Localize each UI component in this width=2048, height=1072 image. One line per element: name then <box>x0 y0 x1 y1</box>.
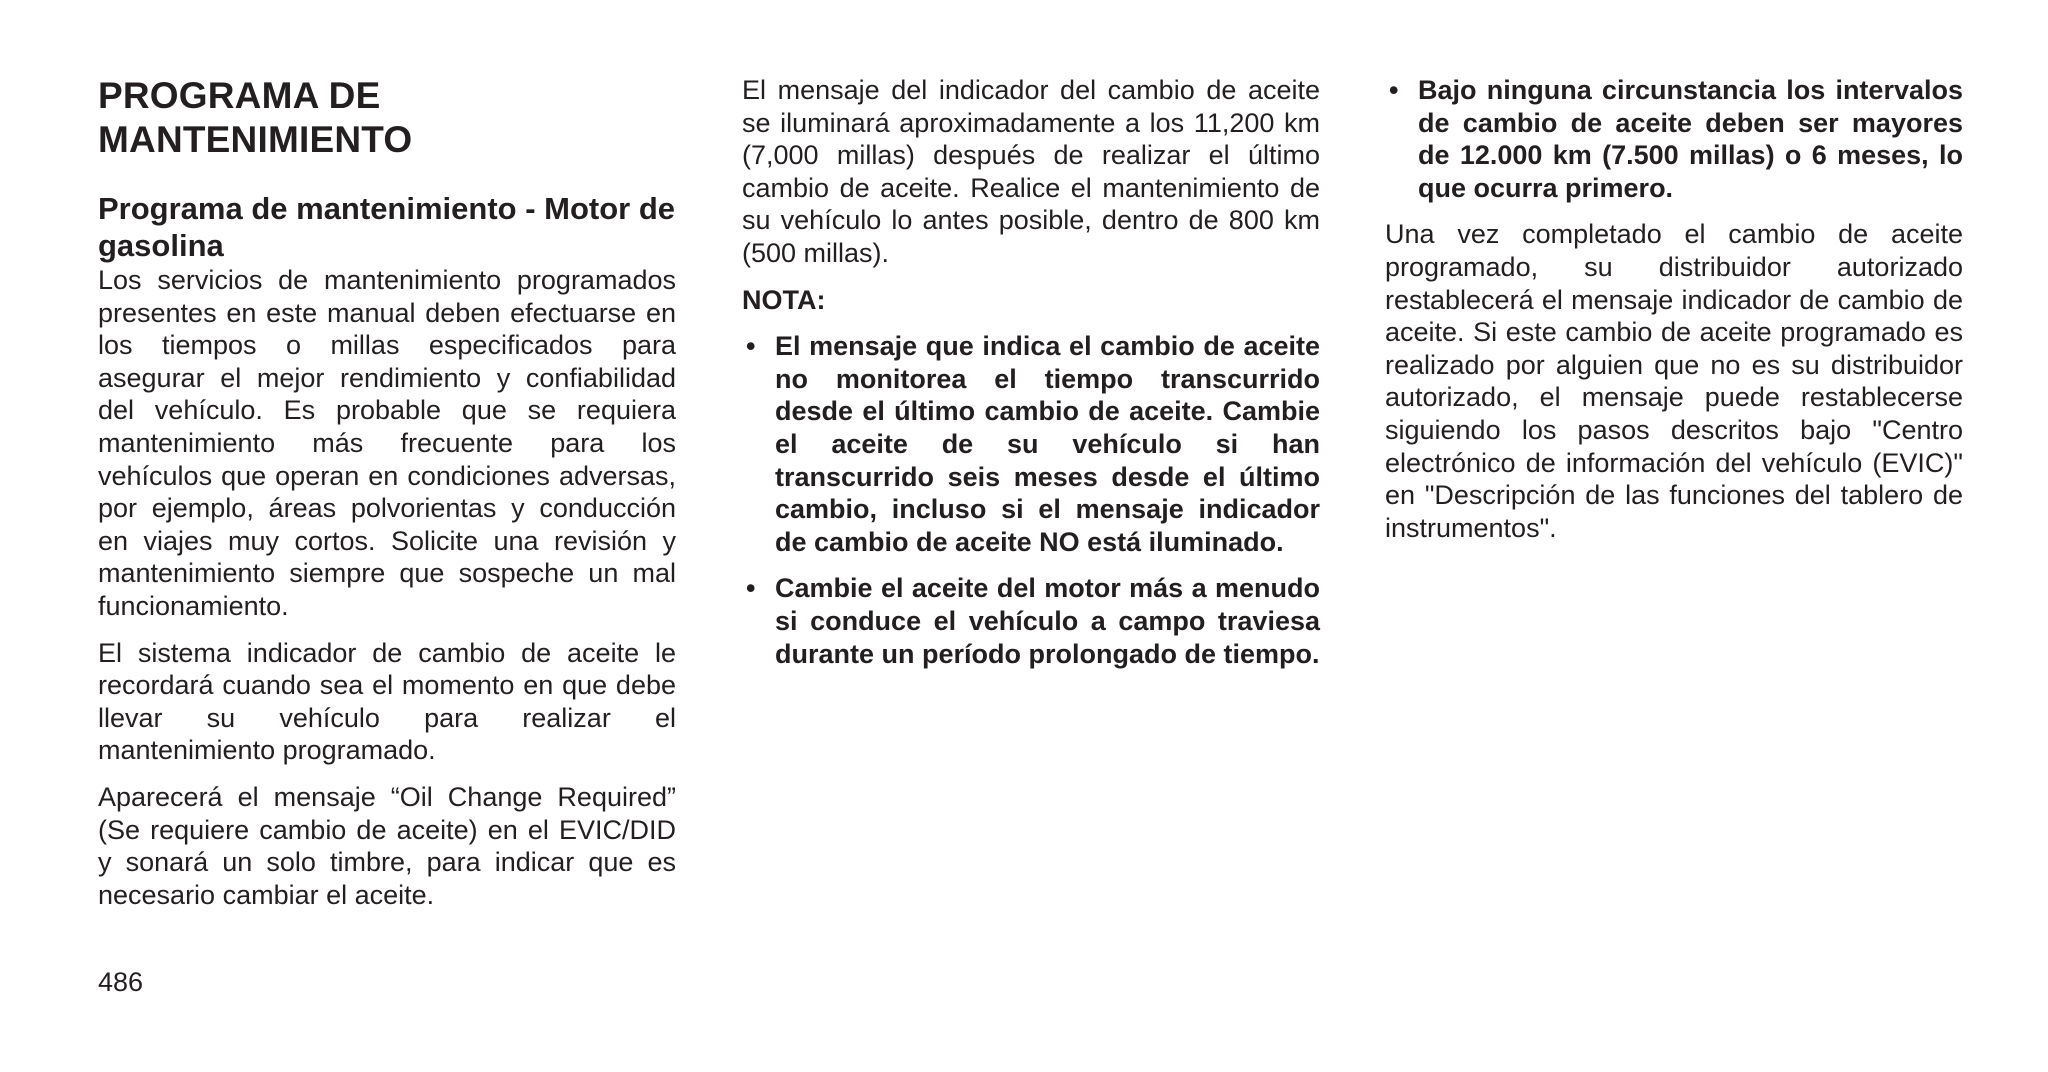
note-bullet-list <box>742 330 1320 670</box>
list-item-text: El mensaje que indica el cambio de aceite no monitorea el tiempo transcurrido desde el último cambio de aceite. Cambie el aceite de su vehículo si han transcurrido seis meses desde el último cambio, incluso si el mensaje indicador de cambio de aceite NO está iluminado. <box>775 331 1320 557</box>
subsection-title: Programa de mantenimiento - Motor de gasolina <box>98 191 676 263</box>
paragraph-dealer-reset: Una vez completado el cambio de aceite programado, su distribuidor autorizado restablecerá el mensaje indicador de cambio de aceite. Si este cambio de aceite programado es realizado por alguien que no es su distribuidor autorizado, el mensaje puede restablecerse siguiendo los pasos descritos bajo "Centro electrónico de información del vehículo (EVIC)" en "Descripción de las funciones del tablero de instrumentos". <box>1385 219 1963 543</box>
page-number: 486 <box>98 967 144 997</box>
list-item <box>742 330 1320 558</box>
bullet-icon: • <box>746 573 756 604</box>
list-item-text: Bajo ninguna circunstancia los intervalos de cambio de aceite deben ser mayores de 12.000 km (7.500 millas) o 6 meses, lo que ocurra primero. <box>1418 75 1963 203</box>
paragraph-indicator-mileage: El mensaje del indicador del cambio de aceite se iluminará aproximadamente a los 11,200 km (7,000 millas) después de realizar el último cambio de aceite. Realice el mantenimiento de su vehículo lo antes posible, dentro de 800 km (500 millas). <box>742 75 1320 268</box>
interval-bullet-list <box>1385 74 1963 204</box>
paragraph-oil-indicator-system: El sistema indicador de cambio de aceite le recordará cuando sea el momento en que debe llevar su vehículo para realizar el mantenimiento programado. <box>98 637 676 766</box>
list-item <box>742 572 1320 670</box>
section-title: PROGRAMA DE MANTENIMIENTO <box>98 75 413 160</box>
column-left <box>98 74 676 925</box>
list-item <box>1385 74 1963 204</box>
note-label: NOTA: <box>742 284 826 315</box>
bullet-icon: • <box>746 331 756 362</box>
paragraph-oil-change-message: Aparecerá el mensaje “Oil Change Required” (Se requiere cambio de aceite) en el EVIC/DID y sonará un solo timbre, para indicar que es necesario cambiar el aceite. <box>98 781 676 910</box>
column-middle <box>742 74 1320 684</box>
list-item-text: Cambie el aceite del motor más a menudo si conduce el vehículo a campo traviesa durante un período prolongado de tiempo. <box>775 573 1320 669</box>
column-right <box>1385 74 1963 558</box>
bullet-icon: • <box>1389 75 1399 105</box>
paragraph-maintenance-services: Los servicios de mantenimiento programados presentes en este manual deben efectuarse en los tiempos o millas especificados para asegurar el mejor rendimiento y confiabilidad del vehículo. Es probable que se requiera mantenimiento más frecuente para los vehículos que operan en condiciones adversas, por ejemplo, áreas polvorientas y conducción en viajes muy cortos. Solicite una revisión y mantenimiento siempre que sospeche un mal funcionamiento. <box>98 265 676 621</box>
